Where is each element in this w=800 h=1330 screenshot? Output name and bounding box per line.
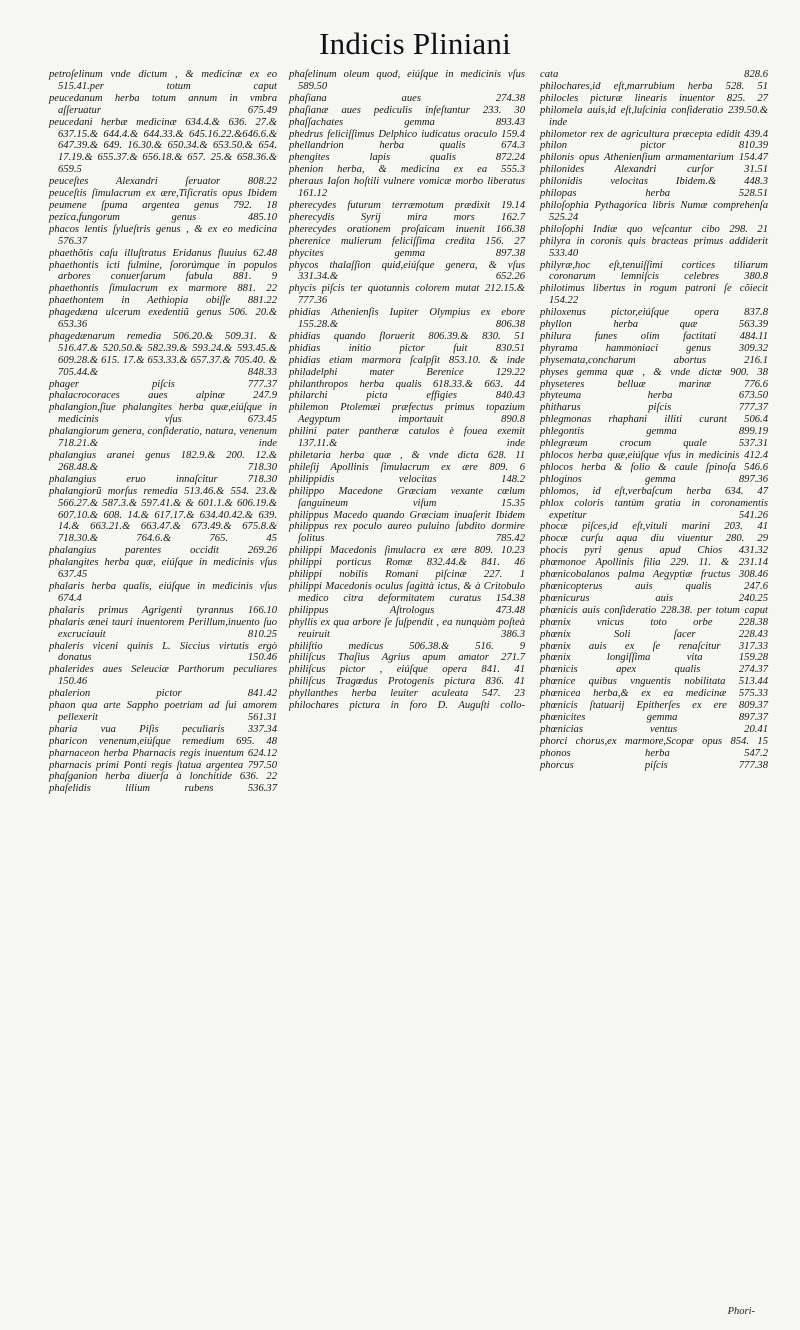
index-entry: phœnicias ventus 20.41 xyxy=(540,723,768,735)
index-column-3 xyxy=(540,69,768,771)
index-entry: phaon qua arte Sappho poetriam ad ſui amorem pellexerit 561.31 xyxy=(49,700,277,723)
index-entry: philotimus libertus in rogum patroni ſe cõiecit 154.22 xyxy=(540,283,768,307)
index-entry: phœnix auis ex ſe renaſcitur 317.33 xyxy=(540,640,768,652)
index-entry: philadelphi mater Berenice 129.22 xyxy=(289,366,525,378)
index-entry: philometor rex de agricultura præcepta edidit 439.4 xyxy=(540,128,768,140)
index-entry: phorci chorus,ex marmore,Scopæ opus 854. 15 xyxy=(540,735,768,747)
index-entry: philura funes olim factitati 484.11 xyxy=(540,330,768,342)
index-entry: phœmonoe Apollinis filia 229. 11. & 231.14 xyxy=(540,557,768,569)
index-entry: philetaria herba quæ , & vnde dicta 628. 11 xyxy=(289,450,525,461)
index-entry: philomela auis,id eſt,luſcinia conſideratio 239.50.& inde xyxy=(540,104,768,128)
index-entry: phalangiorũ morſus remedia 513.46.& 554. 23.& 566.27.& 587.3.& 597.41.& & 601.1.& 606.19.& 607.10.& 608. 14.& 617.17.& 634.40.42.& 639. 14.& 663.21.& 663.47.& 673.49.& 675.8.& 718.30.& 764.6.& 765. 45 xyxy=(49,485,277,545)
index-entry: phlox coloris tantùm gratia in coronamentis expetitur 541.26 xyxy=(540,497,768,521)
index-entry: phycites gemma 897.38 xyxy=(289,247,525,259)
index-entry: physeteres belluæ marinæ 776.6 xyxy=(540,378,768,390)
index-entry: phileſij Apollinis ſimulacrum ex ære 809. 6 xyxy=(289,461,525,473)
index-entry: pherenice mulierum feliciſſima credita 156. 27 xyxy=(289,235,525,247)
index-entry: philopas herba 528.51 xyxy=(540,188,768,200)
index-entry: phaſelidis lilium rubens 536.37 xyxy=(49,783,277,795)
index-entry: phalaris herba qualis, eiúſque in medicinis vſus 674.4 xyxy=(49,580,277,604)
index-entry: phitharus piſcis 777.37 xyxy=(540,402,768,414)
index-entry: phyllis ex qua arbore ſe ſuſpendit , ea nunquàm poſteà reuiruit 386.3 xyxy=(289,616,525,640)
index-entry: philiſcus Thaſius Agrius apum amator 271.7 xyxy=(289,652,525,664)
index-entry: phyllanthes herba leuiter aculeata 547. 23 xyxy=(289,688,525,700)
index-entry: phlegontis gemma 899.19 xyxy=(540,426,768,438)
index-entry: phalangiorum genera, conſideratio, natura, venenum 718.21.& inde xyxy=(49,426,277,450)
index-entry: philanthropos herba qualis 618.33.& 663. 44 xyxy=(289,378,525,390)
index-entry: philochares pictura in foro D. Auguſti collo- xyxy=(289,700,525,712)
index-entry: phalaris primus Agrigenti tyrannus 166.10 xyxy=(49,604,277,616)
index-column-1 xyxy=(49,69,277,795)
index-entry: philippi porticus Romæ 832.44.& 841. 46 xyxy=(289,557,525,569)
index-entry: phocis pyri genus apud Chios 431.32 xyxy=(540,545,768,557)
index-entry: phaſelinum oleum quod, eiúſque in medicinis vſus 589.50 xyxy=(289,69,525,92)
index-entry: philippo Macedone Græciam vexante cœlum ſanguineum viſum 15.35 xyxy=(289,485,525,509)
index-entry: phager piſcis 777.37 xyxy=(49,378,277,390)
index-entry: peuceſtes Alexandri ſeruator 808.22 xyxy=(49,176,277,188)
index-entry: phengites lapis qualis 872.24 xyxy=(289,152,525,164)
index-entry: phloginos gemma 897.36 xyxy=(540,473,768,485)
index-entry: pherecydis Syrij mira mors 162.7 xyxy=(289,211,525,223)
index-entry: philiſtio medicus 506.38.& 516. 9 xyxy=(289,640,525,652)
index-entry: phyllon herba quæ 563.39 xyxy=(540,319,768,331)
index-entry: phœnix longiſſima vita 159.28 xyxy=(540,652,768,664)
index-entry: phalangites herba quæ, eiúſque in medicinis vſus 637.45 xyxy=(49,557,277,581)
index-entry: physemata,concharum abortus 216.1 xyxy=(540,354,768,366)
index-entry: pharnacis primi Ponti regis ſtatua argentea 797.50 xyxy=(49,759,277,771)
index-entry: phacos lentis ſylueſtris genus , & ex eo medicina 576.37 xyxy=(49,223,277,247)
index-entry: phaethontis ſimulacrum ex marmore 881. 22 xyxy=(49,283,277,295)
index-entry: phalacrocoraces aues alpinæ 247.9 xyxy=(49,390,277,402)
index-entry: phidias quando floruerit 806.39.& 830. 51 xyxy=(289,330,525,342)
index-entry: petroſelinum vnde dictum , & medicinæ ex eo 515.41.per totum caput xyxy=(49,69,277,92)
index-entry: phalangion,ſiue phalangites herba quæ,eiúſque in medicinis vſus 673.45 xyxy=(49,402,277,426)
index-entry: pharicon venenum,eiúſque remedium 695. 48 xyxy=(49,735,277,747)
index-entry: philippus rex poculo aureo puluino ſubdito dormire ſolitus 785.42 xyxy=(289,521,525,545)
index-entry: philippi nobilis Romani piſcinæ 227. 1 xyxy=(289,569,525,581)
index-entry: pherecydes futurum terræmotum prædixit 19.14 xyxy=(289,199,525,211)
index-entry: phaſiana aues 274.38 xyxy=(289,92,525,104)
index-entry: philon pictor 810.39 xyxy=(540,140,768,152)
index-entry: phœnicis apex qualis 274.37 xyxy=(540,664,768,676)
index-entry: phalerides aues Seleuciæ Parthorum peculiares 150.46 xyxy=(49,664,277,688)
index-entry: cata 828.6 xyxy=(540,69,768,80)
index-entry: philarchi picta effigies 840.43 xyxy=(289,390,525,402)
index-entry: phidias Athenienſis Iupiter Olympius ex ebore 155.28.& 806.38 xyxy=(289,307,525,331)
index-entry: phidias initio pictor fuit 830.51 xyxy=(289,342,525,354)
index-entry: phœnicurus auis 240.25 xyxy=(540,592,768,604)
index-entry: phonos herba 547.2 xyxy=(540,747,768,759)
index-entry: phyteuma herba 673.50 xyxy=(540,390,768,402)
index-entry: phœnice quibus vnguentis nobilitata 513.44 xyxy=(540,676,768,688)
index-entry: phaethontem in Aethiopia obiſſe 881.22 xyxy=(49,295,277,307)
index-entry: pezica,fungorum genus 485.10 xyxy=(49,211,277,223)
index-entry: philippidis velocitas 148.2 xyxy=(289,473,525,485)
index-entry: philippi Macedonis oculus ſagittà ictus, & à Critobulo medico citra deformitatem curatus 154.38 xyxy=(289,580,525,604)
index-entry: philippus Aſtrologus 473.48 xyxy=(289,604,525,616)
index-entry: philoſophi Indiæ quo veſcantur cibo 298. 21 xyxy=(540,223,768,235)
index-entry: philiſcus pictor , eiúſque opera 841. 41 xyxy=(289,664,525,676)
index-entry: pharnaceon herba Pharnacis regis inuentum 624.12 xyxy=(49,747,277,759)
index-entry: philonides Alexandri curſor 31.51 xyxy=(540,164,768,176)
index-entry: pheraus Iaſon hoſtili vulnere vomicæ morbo liberatus 161.12 xyxy=(289,176,525,200)
index-entry: phaethõtis caſu illuſtratus Eridanus fluuius 62.48 xyxy=(49,247,277,259)
index-entry: philyræ,hoc eſt,tenuiſſimi cortices tiliarum coronarum lemniſcis celebres 380.8 xyxy=(540,259,768,283)
catchword: Phori- xyxy=(727,1306,755,1317)
index-entry: phalaris ænei tauri inuentorem Perillum,inuento ſuo excruciauit 810.25 xyxy=(49,616,277,640)
index-entry: phœnicis ſtatuarij Epitherſes ex ere 809.37 xyxy=(540,700,768,712)
index-entry: phlocos herba quæ,eiúſque vſus in medicinis 412.4 xyxy=(540,450,768,461)
index-entry: phellandrion herba qualis 674.3 xyxy=(289,140,525,152)
index-entry: pherecydes orationem proſaicam inuenit 166.38 xyxy=(289,223,525,235)
page-title: Indicis Pliniani xyxy=(319,26,511,61)
index-entry: phalangius parentes occidit 269.26 xyxy=(49,545,277,557)
index-entry: philoxenus pictor,eiúſque opera 837.8 xyxy=(540,307,768,319)
index-entry: phœnicis auis conſideratio 228.38. per totum caput xyxy=(540,604,768,616)
index-entry: phorcus piſcis 777.38 xyxy=(540,759,768,771)
index-entry: phlegræum crocum quale 537.31 xyxy=(540,438,768,450)
index-entry: philippus Macedo quando Græciam inuaſerit Ibidem xyxy=(289,509,525,521)
index-entry: phycis piſcis ter quotannis colorem mutat 212.15.& 777.36 xyxy=(289,283,525,307)
index-entry: phagedæna ulcerum exedentiũ genus 506. 20.& 653.36 xyxy=(49,307,277,331)
index-entry: peumene ſpuma argentea genus 792. 18 xyxy=(49,199,277,211)
index-entry: peucedani herbæ medicinæ 634.4.& 636. 27.& 637.15.& 644.4.& 644.33.& 645.16.22.&646.6.& 647.39.& 649. 16.30.& 650.34.& 653.50.& 654. 17.19.& 655.37.& 656.18.& 657. 25.& 658.36.& 659.5 xyxy=(49,116,277,176)
index-entry: phocæ curſu aqua diu viuentur 280. 29 xyxy=(540,533,768,545)
index-entry: philocles picturæ linearis inuentor 825. 27 xyxy=(540,92,768,104)
index-entry: phalangius aranei genus 182.9.& 200. 12.& 268.48.& 718.30 xyxy=(49,450,277,473)
index-entry: phalerion pictor 841.42 xyxy=(49,688,277,700)
index-entry: phœnicites gemma 897.37 xyxy=(540,711,768,723)
index-entry: phaſianæ aues pediculis infeſtantur 233. 30 xyxy=(289,104,525,116)
index-entry: philochares,id eſt,marrubium herba 528. 51 xyxy=(540,80,768,92)
index-entry: philonis opus Athenienſium armamentarium 154.47 xyxy=(540,152,768,164)
index-entry: phlocos herba & folio & caule ſpinoſa 546.6 xyxy=(540,461,768,473)
index-entry: philini pater pantheræ catulos è fouea exemit 137.11.& inde xyxy=(289,426,525,450)
index-entry: phedrus feliciſſimus Delphico iudicatus oraculo 159.4 xyxy=(289,128,525,140)
index-entry: phycos thalaſſion quid,eiúſque genera, & vſus 331.34.& 652.26 xyxy=(289,259,525,283)
index-entry: phidias etiam marmora ſcalpſit 853.10. & inde xyxy=(289,354,525,366)
index-entry: phaſganion herba diuerſa à lonchitide 636. 22 xyxy=(49,771,277,783)
index-entry: phaethontis icti fulmine, ſororúmque in populos arbores conuerſarum fabula 881. 9 xyxy=(49,259,277,283)
index-entry: physes gemma quæ , & vnde dictæ 900. 38 xyxy=(540,366,768,378)
index-entry: phalangius eruo innaſcitur 718.30 xyxy=(49,473,277,485)
index-column-2 xyxy=(289,69,525,712)
index-entry: philyra in coronis quis bracteas primus addiderit 533.40 xyxy=(540,235,768,259)
index-entry: phœnicobalanos palma Aegyptiæ fructus 308.46 xyxy=(540,569,768,581)
index-entry: phagedænarum remedia 506.20.& 509.31. & 516.47.& 520.50.& 582.39.& 593.24.& 593.45.& 609.28.& 615. 17.& 653.33.& 657.37.& 705.40. & 705.44.& 848.33 xyxy=(49,330,277,378)
index-entry: philonidis velocitas Ibidem.& 448.3 xyxy=(540,176,768,188)
index-entry: phenion herba, & medicina ex ea 555.3 xyxy=(289,164,525,176)
index-entry: phaleris viceni quinis L. Siccius virtutis ergò donatus 150.46 xyxy=(49,640,277,664)
index-entry: phœnicopterus auis qualis 247.6 xyxy=(540,580,768,592)
index-entry: philippi Macedonis ſimulacra ex ære 809. 10.23 xyxy=(289,545,525,557)
index-entry: phœnicea herba,& ex ea medicinæ 575.33 xyxy=(540,688,768,700)
index-entry: phlegmonas rhaphani illiti curant 506.4 xyxy=(540,414,768,426)
index-entry: philemon Ptolemæi præfectus primus topazium Aegyptum importauit 890.8 xyxy=(289,402,525,426)
index-entry: phyrama hammoniaci genus 309.32 xyxy=(540,342,768,354)
index-entry: phœnix Soli ſacer 228.43 xyxy=(540,628,768,640)
index-entry: peucedanum herba totum annum in vmbra aſſeruatur 675.49 xyxy=(49,92,277,116)
index-entry: phœnix vnicus toto orbe 228.38 xyxy=(540,616,768,628)
index-entry: philiſcus Tragœdus Protogenis pictura 836. 41 xyxy=(289,676,525,688)
index-entry: phaſſachates gemma 893.43 xyxy=(289,116,525,128)
index-entry: pharia vua Piſis peculiaris 337.34 xyxy=(49,723,277,735)
index-entry: peuceſtis ſimulacrum ex ære,Tiſicratis opus Ibidem xyxy=(49,188,277,200)
index-entry: phocæ piſces,id eſt,vituli marini 203. 41 xyxy=(540,521,768,533)
index-entry: philoſophia Pythagorica libris Numæ comprehenſa 525.24 xyxy=(540,199,768,223)
index-entry: phlomos, id eſt,verbaſcum herba 634. 47 xyxy=(540,485,768,497)
